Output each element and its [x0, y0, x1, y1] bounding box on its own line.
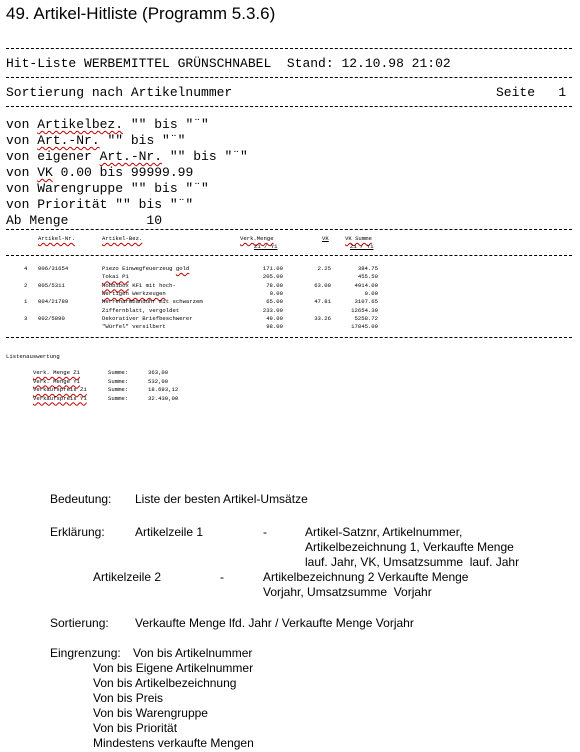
- cell-artnr: 002/5890: [38, 314, 65, 322]
- cell-menge: 0.00: [269, 289, 283, 297]
- evaluation-sum-label: Summe:: [108, 394, 129, 402]
- filter-pre: von: [6, 165, 38, 180]
- evaluation-label: Listenauswertung: [6, 353, 60, 360]
- cell-summe: 4914.00: [354, 281, 378, 289]
- evaluation-sum-label: Summe:: [108, 369, 129, 376]
- col-header-menge: Verk.Menge: [240, 235, 274, 242]
- cell-menge: 98.00: [266, 323, 283, 331]
- zeile2-dash: -: [220, 570, 224, 584]
- cell-bez: Piezo Einwegfeuerzeug gold: [102, 265, 190, 272]
- filter-pre: von Warengruppe "" bis "¨": [6, 181, 209, 196]
- filter-pre: von: [6, 133, 38, 148]
- col-header-bez: Artikel-Bez.: [102, 235, 143, 242]
- evaluation-value: 18.693,12: [148, 386, 179, 393]
- description-line: Von bis Priorität: [93, 721, 178, 735]
- filter-line: [6, 149, 248, 165]
- evaluation-value: 363,00: [148, 369, 169, 376]
- sortierung-text: Verkaufte Menge lfd. Jahr / Verkaufte Menge Vorjahr: [135, 616, 414, 630]
- col-header-vk: VK: [322, 235, 329, 242]
- col-header-menge-sub: Z1 / Y1: [254, 243, 278, 250]
- filter-pre: Ab Menge 10: [6, 213, 163, 228]
- erklaerung-label: Erklärung:: [50, 525, 105, 539]
- filter-line: [6, 117, 248, 133]
- filter-pre: von Priorität "" bis "¨": [6, 197, 194, 212]
- cell-summe: 0.00: [364, 289, 378, 297]
- cell-pos: 4: [24, 265, 28, 272]
- cell-summe: 17845.00: [351, 323, 378, 331]
- evaluation-label-cell: Verk. Menge Z1: [33, 369, 80, 376]
- bedeutung-label: Bedeutung:: [50, 492, 112, 506]
- cell-artnr: 006/31654: [38, 265, 69, 272]
- col-header-summe: VK Summe: [345, 235, 372, 242]
- table-row: [0, 266, 580, 274]
- cell-menge: 171.00: [262, 265, 283, 272]
- cell-vk: 47.81: [314, 298, 331, 306]
- cell-menge: 205.00: [262, 273, 283, 281]
- sort-label: Sortierung nach Artikelnummer: [6, 85, 233, 100]
- filter-pre: von: [6, 117, 38, 132]
- cell-pos: 1: [24, 298, 28, 306]
- table-row: [0, 299, 580, 307]
- filter-post: "" bis "¨": [162, 149, 248, 164]
- filter-field: Artikelbez.: [37, 117, 124, 132]
- cell-bez: "Würfel" versilbert: [102, 323, 166, 331]
- cell-menge: 49.00: [266, 314, 283, 322]
- zeile1-description: [305, 525, 519, 570]
- evaluation-label-cell: Verk. Menge Y1: [33, 377, 80, 385]
- evaluation-row: [0, 396, 300, 404]
- description-line: Artikelbezeichnung 2 Verkaufte Menge: [263, 570, 469, 584]
- filter-field: Art.-Nr.: [99, 149, 163, 164]
- cell-pos: 3: [24, 314, 28, 322]
- description-line: Mindestens verkaufte Mengen: [93, 736, 254, 750]
- filter-pre: von eigener: [6, 149, 100, 164]
- description-line: Von bis Preis: [93, 691, 164, 705]
- bedeutung-text: Liste der besten Artikel-Umsätze: [135, 492, 308, 506]
- zeile1-dash: -: [263, 525, 267, 539]
- description-line: Vorjahr, Umsatzsumme Vorjahr: [263, 585, 432, 599]
- page-title: 49. Artikel-Hitliste (Programm 5.3.6): [6, 4, 276, 23]
- cell-menge: 78.00: [266, 281, 283, 289]
- col-header-summe-sub: Z1 / Y1: [350, 243, 374, 250]
- sortierung-label: Sortierung:: [50, 616, 109, 630]
- filter-list: [6, 117, 248, 229]
- eingrenzung-list: [93, 661, 254, 751]
- table-row: [0, 324, 580, 332]
- eingrenzung-first: Von bis Artikelnummer: [133, 646, 253, 660]
- cell-artnr: 004/21789: [38, 298, 69, 306]
- separator-line: [6, 255, 572, 256]
- filter-line: [6, 165, 248, 181]
- cell-bez: Dekorativer Briefbeschwerer: [102, 314, 193, 322]
- cell-vk: 33.26: [314, 314, 331, 322]
- filter-line: [6, 133, 248, 149]
- cell-vk: 2.25: [317, 265, 331, 272]
- cell-summe: 3107.65: [354, 298, 378, 306]
- table-row: [0, 316, 580, 324]
- cell-bez: Hobbibox KF1 mit hoch-: [102, 281, 176, 289]
- filter-field: Art.-Nr.: [37, 133, 100, 148]
- description-line: Von bis Artikelbezeichnung: [93, 676, 237, 690]
- evaluation-row: [0, 370, 300, 378]
- evaluation-sum-label: Summe:: [108, 386, 129, 393]
- zeile2-description: [263, 570, 468, 600]
- zeile1-label: Artikelzeile 1: [135, 525, 204, 539]
- evaluation-label-cell: Verkaufspreis Z1: [33, 386, 87, 393]
- description-line: Von bis Warengruppe: [93, 706, 208, 720]
- table-row: [0, 308, 580, 316]
- zeile2-label: Artikelzeile 2: [93, 570, 162, 584]
- filter-post: "" bis "¨": [99, 133, 186, 148]
- cell-artnr: 005/5311: [38, 281, 65, 289]
- filter-post: "" bis "¨": [123, 117, 209, 132]
- separator-line: [6, 77, 572, 78]
- table-row: [0, 274, 580, 282]
- cell-menge: 65.00: [266, 298, 283, 306]
- separator-line: [6, 106, 572, 107]
- table-row: [0, 291, 580, 299]
- separator-line: [6, 229, 572, 230]
- filter-field: VK: [37, 165, 53, 180]
- description-line: Artikelbezeichnung 1, Verkaufte Menge: [305, 540, 514, 554]
- description-line: lauf. Jahr, VK, Umsatzsumme lauf. Jahr: [305, 555, 520, 569]
- cell-vk: 63.00: [314, 281, 331, 289]
- page-number: Seite 1: [496, 85, 567, 100]
- evaluation-sum-label: Summe:: [108, 377, 129, 385]
- cell-menge: 233.00: [262, 306, 283, 314]
- evaluation-value: 32.430,00: [148, 394, 179, 402]
- cell-bez: Tokai P1: [102, 273, 129, 281]
- cell-summe: 384.75: [357, 265, 378, 272]
- cell-summe: 455.50: [357, 273, 378, 281]
- evaluation-row: [0, 387, 300, 395]
- filter-line: [6, 181, 248, 197]
- table-row: [0, 283, 580, 291]
- filter-line: [6, 197, 248, 213]
- filter-post: 0.00 bis 99999.99: [52, 165, 194, 180]
- evaluation-label-cell: Verkaufspreis Y1: [33, 394, 87, 402]
- article-table: [0, 266, 580, 336]
- separator-line: [6, 337, 572, 338]
- description-line: Artikel-Satznr, Artikelnummer,: [305, 525, 463, 539]
- col-header-artnr: Artikel-Nr.: [38, 235, 75, 242]
- report-header-line: Hit-Liste WERBEMITTEL GRÜNSCHNABEL Stand: 12.10.98 21:02: [6, 56, 451, 71]
- cell-pos: 2: [24, 281, 28, 289]
- description-line: Von bis Eigene Artikelnummer: [93, 661, 254, 675]
- separator-line: [6, 48, 572, 49]
- filter-line: [6, 213, 248, 229]
- cell-bez: Ziffernblatt, vergoldet: [102, 306, 180, 314]
- cell-bez: wertigen Werkzeugen: [102, 289, 166, 297]
- evaluation-table: [0, 370, 300, 406]
- cell-bez: Herrenarmbanduhr mit schwarzem: [102, 298, 203, 306]
- cell-summe: 5258.72: [354, 314, 378, 322]
- cell-summe: 12654.30: [351, 306, 378, 314]
- eingrenzung-label: Eingrenzung:: [50, 646, 121, 660]
- evaluation-value: 532,00: [148, 377, 169, 385]
